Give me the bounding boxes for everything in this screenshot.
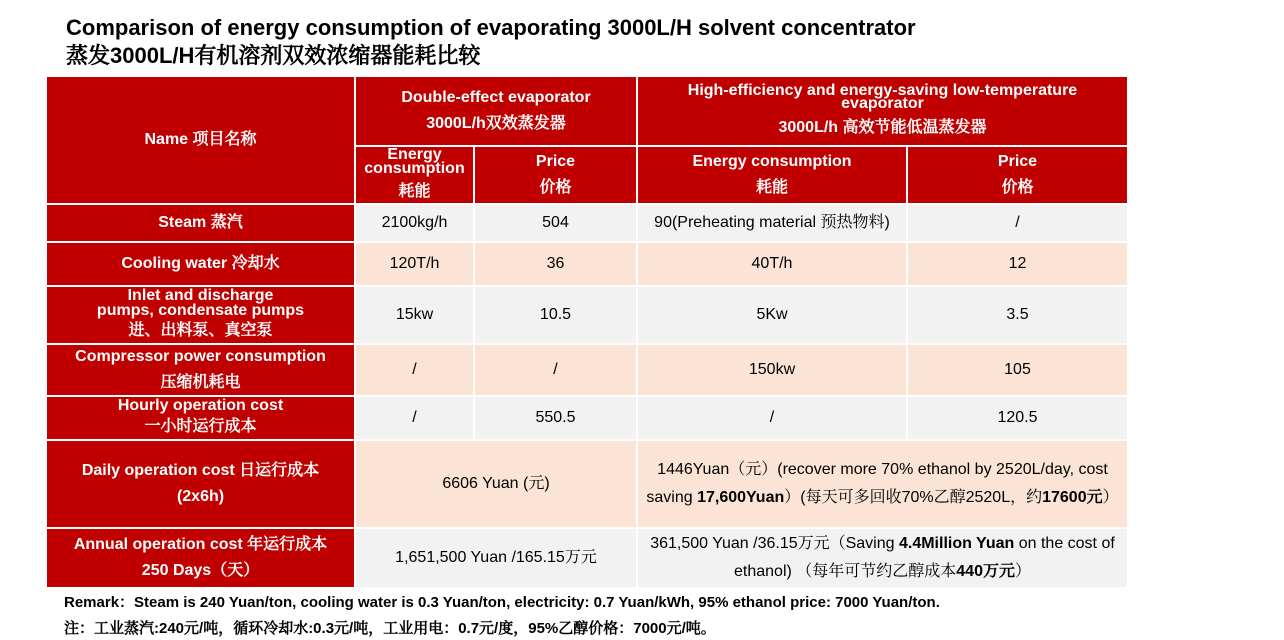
table-row-cooling — [46, 242, 1128, 286]
cell-compressor-price-he: 105 — [907, 344, 1128, 396]
cell-steam-price-he: / — [907, 204, 1128, 242]
cell-hourly-price: 550.5 — [474, 396, 637, 440]
table-row-hourly — [46, 396, 1128, 440]
cell-daily-cost: 6606 Yuan (元) — [355, 440, 637, 528]
price-header-1: Price 价格 — [474, 146, 637, 204]
double-effect-header: Double-effect evaporator 3000L/h双效蒸发器 — [355, 76, 637, 146]
row-label-steam: Steam 蒸汽 — [46, 204, 355, 242]
table-row-daily — [46, 440, 1128, 528]
title-english: Comparison of energy consumption of evaporating 3000L/H solvent concentrator — [66, 15, 916, 40]
row-label-daily: Daily operation cost 日运行成本 (2x6h) — [46, 440, 355, 528]
cell-compressor-energy-he: 150kw — [637, 344, 907, 396]
cell-hourly-price-he: 120.5 — [907, 396, 1128, 440]
cell-pumps-energy-he: 5Kw — [637, 286, 907, 344]
title-chinese: 蒸发3000L/H有机溶剂双效浓缩器能耗比较 — [66, 43, 481, 68]
cell-pumps-price-he: 3.5 — [907, 286, 1128, 344]
row-label-annual: Annual operation cost 年运行成本 250 Days（天） — [46, 528, 355, 588]
name-header: Name 项目名称 — [46, 76, 355, 204]
remark-english: Remark：Steam is 240 Yuan/ton, cooling water is 0.3 Yuan/ton, electricity: 0.7 Yuan/kWh, 95% ethanol price: 7000 Yuan/ton. — [64, 594, 940, 611]
high-efficiency-header: High-efficiency and energy-saving low-temperature evaporator 3000L/h 高效节能低温蒸发器 — [637, 76, 1128, 146]
table-row-steam — [46, 204, 1128, 242]
cell-steam-energy-he: 90(Preheating material 预热物料) — [637, 204, 907, 242]
header-row-1 — [46, 76, 1128, 146]
cell-cooling-price-he: 12 — [907, 242, 1128, 286]
cell-cooling-energy-he: 40T/h — [637, 242, 907, 286]
comparison-table — [45, 75, 1129, 589]
row-label-pumps: Inlet and discharge pumps, condensate pumps 进、出料泵、真空泵 — [46, 286, 355, 344]
cell-pumps-price: 10.5 — [474, 286, 637, 344]
cell-hourly-energy-he: / — [637, 396, 907, 440]
cell-steam-energy: 2100kg/h — [355, 204, 474, 242]
cell-compressor-energy: / — [355, 344, 474, 396]
row-label-hourly: Hourly operation cost 一小时运行成本 — [46, 396, 355, 440]
remark-note — [64, 592, 1264, 640]
energy-consumption-header-2: Energy consumption 耗能 — [637, 146, 907, 204]
page-title — [66, 14, 1216, 70]
table-row-annual — [46, 528, 1128, 588]
cell-steam-price: 504 — [474, 204, 637, 242]
table-row-pumps — [46, 286, 1128, 344]
cell-annual-cost-he: 361,500 Yuan /36.15万元（Saving 4.4Million Yuan on the cost of ethanol) （每年可节约乙醇成本440万元） — [637, 528, 1128, 588]
row-label-compressor: Compressor power consumption 压缩机耗电 — [46, 344, 355, 396]
cell-cooling-price: 36 — [474, 242, 637, 286]
cell-pumps-energy: 15kw — [355, 286, 474, 344]
cell-annual-cost: 1,651,500 Yuan /165.15万元 — [355, 528, 637, 588]
table-row-compressor — [46, 344, 1128, 396]
row-label-cooling: Cooling water 冷却水 — [46, 242, 355, 286]
remark-chinese: 注：工业蒸汽:240元/吨，循环冷却水:0.3元/吨，工业用电：0.7元/度，95%乙醇价格：7000元/吨。 — [64, 620, 716, 637]
cell-hourly-energy: / — [355, 396, 474, 440]
price-header-2: Price 价格 — [907, 146, 1128, 204]
cell-compressor-price: / — [474, 344, 637, 396]
cell-cooling-energy: 120T/h — [355, 242, 474, 286]
cell-daily-cost-he: 1446Yuan（元）(recover more 70% ethanol by 2520L/day, cost saving 17,600Yuan）(每天可多回收70%乙醇2520L，约17600元） — [637, 440, 1128, 528]
energy-consumption-header-1: Energy consumption 耗能 — [355, 146, 474, 204]
